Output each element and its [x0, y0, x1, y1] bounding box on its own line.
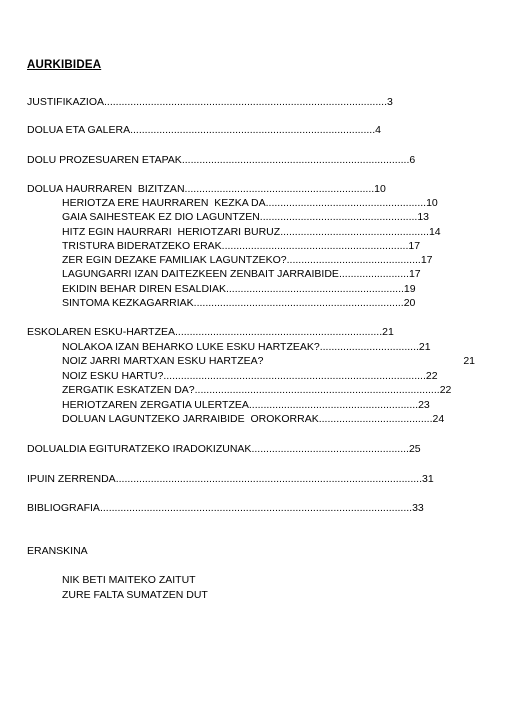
toc-entry-page: 6 — [409, 154, 416, 166]
toc-subentry — [62, 370, 475, 382]
toc-entry-dots: ........................................................................ — [193, 297, 404, 309]
toc-entry-dots: ................................................... — [280, 226, 429, 238]
toc-entry-text: GAIA SAIHESTEAK EZ DIO LAGUNTZEN — [62, 211, 260, 223]
toc-entry-text: BIBLIOGRAFIA — [27, 502, 100, 514]
toc-entry — [27, 183, 475, 195]
toc-entry-dots: ....................................................................... — [175, 326, 383, 338]
toc-entry-text: NOIZ ESKU HARTU? — [62, 370, 164, 382]
toc-subentry — [62, 226, 475, 238]
toc-entry-text: TRISTURA BIDERATZEKO ERAK — [62, 240, 222, 252]
toc-entry-dots: ....................................................... — [265, 197, 427, 209]
toc-entry-page: 22 — [425, 370, 438, 382]
toc-subentry — [62, 384, 475, 396]
toc-entry-page: 10 — [426, 197, 438, 209]
toc-entry-page: 25 — [408, 443, 421, 455]
toc-entry-dots: ................................................................ — [221, 240, 409, 252]
toc-entry-page: 24 — [432, 413, 445, 425]
toc-entry-page: 33 — [412, 502, 424, 514]
toc-entry-text: ESKOLAREN ESKU-HARTZEA — [27, 326, 176, 338]
toc-entry — [27, 124, 475, 136]
toc-entry-dots: .................................................................................... — [130, 124, 376, 136]
toc-subentry — [62, 297, 475, 309]
toc-entry-dots: ............................................................. — [225, 283, 404, 295]
toc-entry-text: DOLUA ETA GALERA — [27, 124, 131, 136]
toc-subentry — [62, 197, 475, 209]
toc-entry-dots: ........................ — [338, 268, 409, 280]
toc-entry-page: 19 — [403, 283, 416, 295]
toc-entry-dots: ......................................................................................................... — [115, 473, 422, 485]
toc-entry-text: DOLU PROZESUAREN ETAPAK — [27, 154, 182, 166]
toc-subentry — [62, 211, 475, 223]
toc-subentry — [62, 355, 475, 367]
toc-entry-dots: ....................................... — [318, 413, 433, 425]
toc-entry-page: 21 — [418, 341, 431, 353]
annex-item: NIK BETI MAITEKO ZAITUT — [62, 574, 196, 586]
toc-entry-text: ZER EGIN DEZAKE FAMILIAK LAGUNTZEKO? — [62, 254, 287, 266]
toc-entry — [27, 502, 475, 514]
toc-entry-text: JUSTIFIKAZIOA — [27, 96, 105, 108]
toc-entry-text: SINTOMA KEZKAGARRIAK — [62, 297, 194, 309]
toc-entry-dots: ................................................................. — [184, 183, 375, 195]
toc-subentry — [62, 240, 475, 252]
toc-entry-text: DOLUA HAURRAREN BIZITZAN — [27, 183, 185, 195]
toc-subentry — [62, 254, 475, 266]
toc-entry-text: HITZ EGIN HAURRARI HERIOTZARI BURUZ — [62, 226, 281, 238]
toc-entry-page: 4 — [375, 124, 381, 136]
toc-entry-text: IPUIN ZERRENDA — [27, 473, 116, 485]
toc-subentry — [62, 341, 475, 353]
toc-entry-text: ZERGATIK ESKATZEN DA? — [62, 384, 195, 396]
toc-entry-text: EKIDIN BEHAR DIREN ESALDIAK — [62, 283, 226, 295]
toc-entry-text: LAGUNGARRI IZAN DAITEZKEEN ZENBAIT JARRAIBIDE — [62, 268, 339, 280]
toc-entry-text: NOLAKOA IZAN BEHARKO LUKE ESKU HARTZEAK? — [62, 341, 320, 353]
toc-entry-dots: .............................................................................. — [181, 154, 410, 166]
toc-entry-page: 31 — [422, 473, 434, 485]
toc-entry-text: HERIOTZA ERE HAURRAREN KEZKA DA — [62, 197, 266, 209]
toc-entry — [27, 443, 475, 455]
toc-entry-page: 17 — [420, 254, 433, 266]
toc-entry-page: 13 — [417, 211, 430, 223]
toc-subentry — [62, 399, 475, 411]
toc-entry-dots: ...................................................... — [251, 443, 409, 455]
toc-subentry — [62, 283, 475, 295]
toc-entry-dots: ................................................................................................. — [104, 96, 387, 108]
toc-title: AURKIBIDEA — [27, 59, 102, 71]
toc-entry-dots: ........................................................................................................... — [99, 502, 413, 514]
toc-entry-dots: ...................................................... — [259, 211, 418, 223]
toc-subentry — [62, 413, 475, 425]
toc-subentry — [62, 268, 475, 280]
toc-entry-page: 17 — [408, 268, 421, 280]
toc-entry-dots: .................................. — [319, 341, 419, 353]
toc-entry-page: 20 — [403, 297, 416, 309]
toc-entry-page: 3 — [387, 96, 393, 108]
toc-entry-dots: .............................................. — [286, 254, 421, 266]
toc-entry-dots: .......................................................................................... — [163, 370, 426, 382]
toc-entry-page: 17 — [408, 240, 421, 252]
toc-entry — [27, 154, 475, 166]
toc-entry-text: DOLUAN LAGUNTZEKO JARRAIBIDE OROKORRAK — [62, 413, 319, 425]
toc-entry — [27, 96, 475, 108]
toc-entry-text: HERIOTZAREN ZERGATIA ULERTZEA — [62, 399, 249, 411]
toc-entry-page: 21 — [463, 355, 475, 367]
toc-entry — [27, 473, 475, 485]
toc-entry-page: 21 — [382, 326, 394, 338]
toc-entry-page: 10 — [374, 183, 386, 195]
toc-entry-dots: .................................................................................... — [194, 384, 440, 396]
annex-heading: ERANSKINA — [27, 545, 88, 557]
annex-item: ZURE FALTA SUMATZEN DUT — [62, 589, 208, 601]
toc-entry — [27, 326, 475, 338]
toc-entry-text: NOIZ JARRI MARTXAN ESKU HARTZEA? — [62, 355, 264, 367]
toc-entry-dots: .......................................................... — [248, 399, 419, 411]
toc-entry-page: 23 — [418, 399, 430, 411]
toc-entry-page: 14 — [428, 226, 441, 238]
toc-entry-page: 22 — [439, 384, 452, 396]
toc-entry-text: DOLUALDIA EGITURATZEKO IRADOKIZUNAK — [27, 443, 252, 455]
